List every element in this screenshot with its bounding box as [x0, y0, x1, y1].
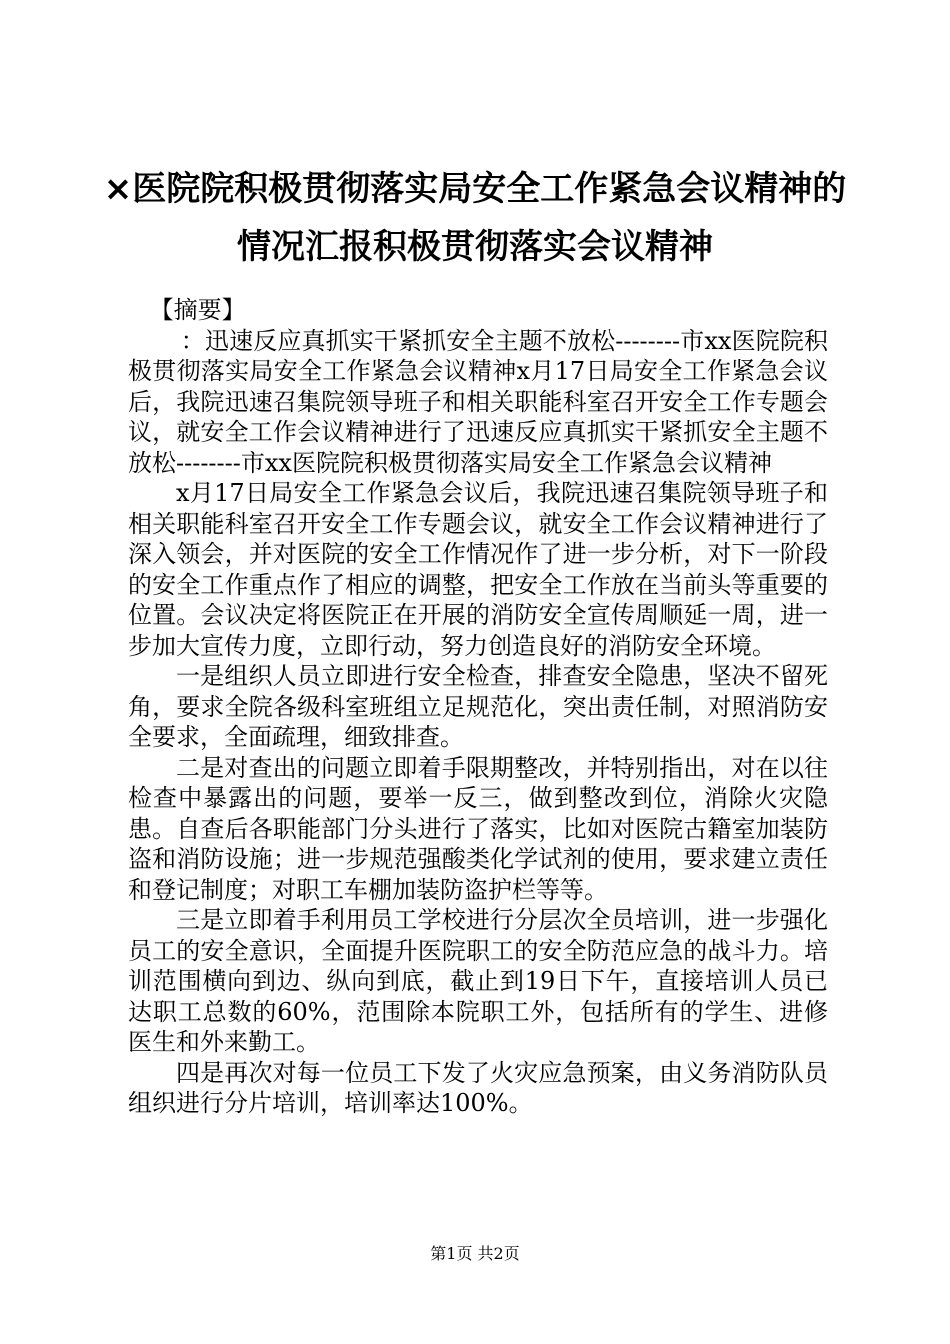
abstract-paragraph: ：迅速反应真抓实干紧抓安全主题不放松--------市xx医院院积极贯彻落实局安全工作紧急会议精神x月17日局安全工作紧急会议后，我院迅速召集院领导班子和相关职能科室召开安全工作专题会议，就安全工作会议精神进行了迅速反应真抓实干紧抓安全主题不放松--------市xx医院院积极贯彻落实局安全工作紧急会议精神 [128, 326, 828, 477]
document-body [128, 295, 828, 1119]
body-paragraph-5: 四是再次对每一位员工下发了火灾应急预案，由义务消防队员组织进行分片培训，培训率达100%。 [128, 1058, 828, 1117]
body-paragraph-3: 二是对查出的问题立即着手限期整改，并特别指出，对在以往检查中暴露出的问题，要举一反三，做到整改到位，消除火灾隐患。自查后各职能部门分头进行了落实，比如对医院古籍室加装防盗和消防设施；进一步规范强酸类化学试剂的使用，要求建立责任和登记制度；对职工车棚加装防盗护栏等等。 [128, 753, 828, 904]
abstract-label: 【摘要】 [149, 296, 246, 324]
body-paragraph-1: x月17日局安全工作紧急会议后，我院迅速召集院领导班子和相关职能科室召开安全工作专题会议，就安全工作会议精神进行了深入领会，并对医院的安全工作情况作了进一步分析，对下一阶段的安全工作重点作了相应的调整，把安全工作放在当前头等重要的位置。会议决定将医院正在开展的消防安全宣传周顺延一周，进一步加大宣传力度，立即行动，努力创造良好的消防安全环境。 [128, 479, 828, 660]
document-title: ×医院院积极贯彻落实局安全工作紧急会议精神的情况汇报积极贯彻落实会议精神 [103, 169, 847, 267]
body-paragraph-4: 三是立即着手利用员工学校进行分层次全员培训，进一步强化员工的安全意识，全面提升医院职工的安全防范应急的战斗力。培训范围横向到边、纵向到底，截止到19日下午，直接培训人员已达职工总数的60%，范围除本院职工外，包括所有的学生、进修医生和外来勤工。 [128, 906, 828, 1056]
body-paragraph-2: 一是组织人员立即进行安全检查，排查安全隐患，坚决不留死角，要求全院各级科室班组立足规范化，突出责任制，对照消防安全要求，全面疏理，细致排查。 [128, 662, 828, 751]
page-footer: 第1页 共2页 [430, 1244, 520, 1263]
